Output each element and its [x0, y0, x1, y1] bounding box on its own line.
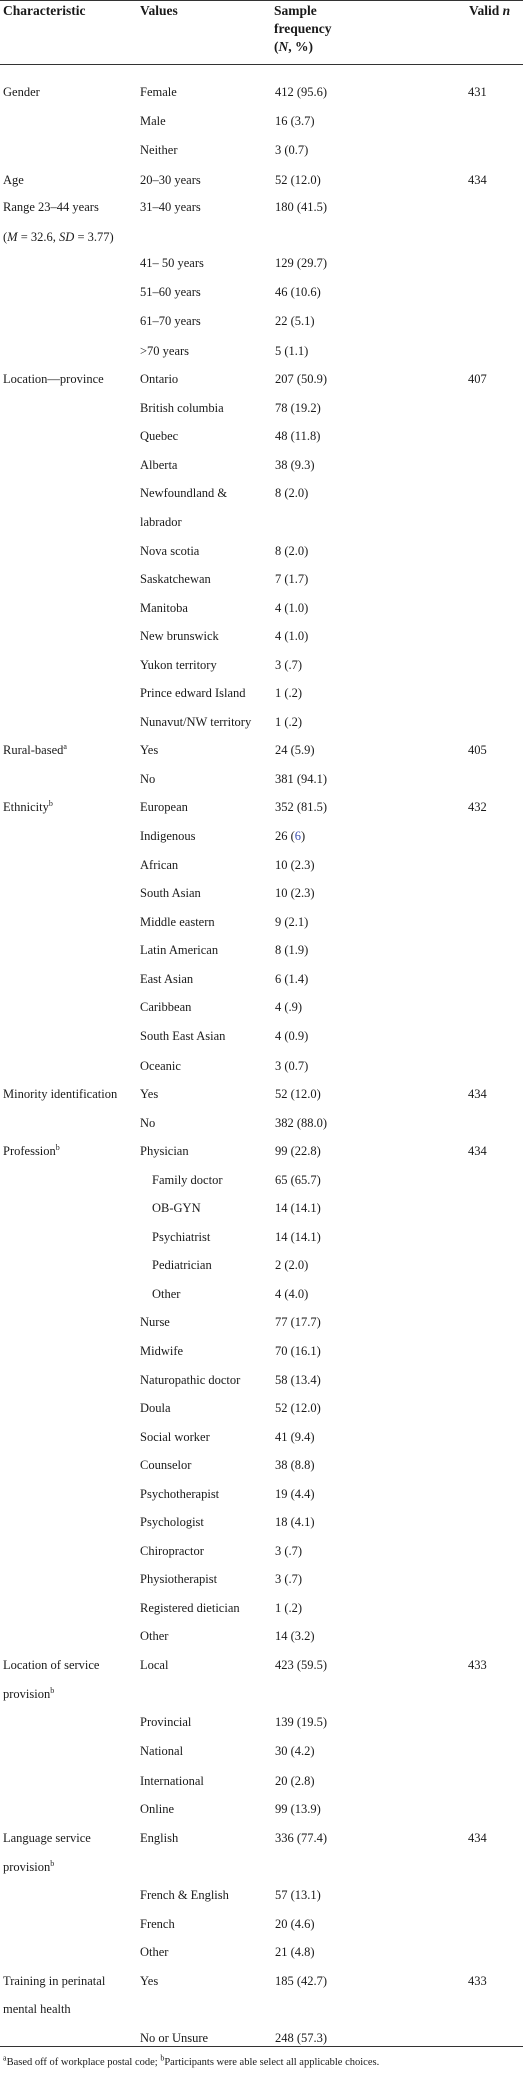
- frequency-cell: 18 (4.1): [275, 1515, 315, 1529]
- value-cell: No: [140, 772, 156, 786]
- value-cell: Counselor: [140, 1458, 192, 1472]
- value-cell: French: [140, 1917, 175, 1931]
- value-cell: Yes: [140, 1974, 159, 1988]
- frequency-cell: 4 (0.9): [275, 1029, 309, 1043]
- frequency-cell: 139 (19.5): [275, 1715, 328, 1729]
- header-sample-frequency-2: frequency: [274, 21, 332, 36]
- value-cell: Registered dietician: [140, 1601, 240, 1615]
- value-cell: European: [140, 800, 188, 814]
- header-values: Values: [140, 3, 178, 18]
- frequency-cell: 14 (14.1): [275, 1201, 321, 1215]
- valid-n-cell: 432: [468, 800, 487, 814]
- frequency-cell: 423 (59.5): [275, 1658, 328, 1672]
- characteristic-cell: Location—province: [3, 372, 104, 386]
- value-cell: Other: [140, 1629, 169, 1643]
- header-valid-n: Valid n: [469, 3, 511, 18]
- value-cell: Yes: [140, 743, 159, 757]
- characteristic-cell: Ethnicity$^b$: [3, 798, 53, 814]
- value-cell: Chiropractor: [140, 1544, 204, 1558]
- frequency-cell: 10 (2.3): [275, 858, 315, 872]
- value-cell: Nurse: [140, 1315, 170, 1329]
- frequency-cell: 4 (.9): [275, 1000, 303, 1014]
- characteristic-cell: Age: [3, 173, 24, 187]
- value-cell: Prince edward Island: [140, 686, 246, 700]
- header-characteristic: Characteristic: [3, 3, 86, 18]
- sub-value-cell: Family doctor: [152, 1173, 223, 1187]
- frequency-cell: 52 (12.0): [275, 1087, 321, 1101]
- value-cell: Female: [140, 85, 177, 99]
- frequency-cell: 57 (13.1): [275, 1888, 321, 1902]
- bottom-rule: [0, 2046, 523, 2047]
- value-cell: International: [140, 1774, 204, 1788]
- frequency-cell: 1 (.2): [275, 715, 303, 729]
- frequency-cell: 5 (1.1): [275, 344, 309, 358]
- value-cell: National: [140, 1744, 184, 1758]
- characteristic-cell: Gender: [3, 85, 40, 99]
- frequency-cell: 70 (16.1): [275, 1344, 321, 1358]
- frequency-cell: 65 (65.7): [275, 1173, 321, 1187]
- characteristic-cell: (M = 32.6, SD = 3.77): [3, 230, 114, 244]
- frequency-cell: 180 (41.5): [275, 200, 328, 214]
- frequency-cell: 8 (2.0): [275, 544, 309, 558]
- frequency-cell: 21 (4.8): [275, 1945, 315, 1959]
- value-cell: Nova scotia: [140, 544, 200, 558]
- frequency-cell: 4 (1.0): [275, 629, 309, 643]
- value-cell: Neither: [140, 143, 178, 157]
- valid-n-cell: 434: [468, 1144, 487, 1158]
- valid-n-cell: 434: [468, 1087, 487, 1101]
- frequency-cell: 24 (5.9): [275, 743, 315, 757]
- value-cell: Naturopathic doctor: [140, 1373, 241, 1387]
- frequency-cell: 38 (9.3): [275, 458, 315, 472]
- value-cell: No: [140, 1116, 156, 1130]
- value-cell: British columbia: [140, 401, 224, 415]
- valid-n-cell: 407: [468, 372, 487, 386]
- value-cell: Male: [140, 114, 166, 128]
- value-cell: New brunswick: [140, 629, 219, 643]
- value-cell: Social worker: [140, 1430, 210, 1444]
- characteristic-cell: Range 23–44 years: [3, 200, 99, 214]
- value-cell: Psychologist: [140, 1515, 204, 1529]
- frequency-cell: 7 (1.7): [275, 572, 309, 586]
- frequency-cell: 4 (4.0): [275, 1287, 309, 1301]
- value-cell: East Asian: [140, 972, 194, 986]
- frequency-cell: 99 (13.9): [275, 1802, 321, 1816]
- sub-value-cell: Other: [152, 1287, 181, 1301]
- characteristic-cell: Location of service: [3, 1658, 100, 1672]
- value-cell: 41– 50 years: [140, 256, 204, 270]
- frequency-cell: 352 (81.5): [275, 800, 328, 814]
- frequency-cell: 16 (3.7): [275, 114, 315, 128]
- frequency-cell: 129 (29.7): [275, 256, 328, 270]
- value-cell: South East Asian: [140, 1029, 226, 1043]
- frequency-cell: 38 (8.8): [275, 1458, 315, 1472]
- frequency-cell: 336 (77.4): [275, 1831, 328, 1845]
- frequency-cell: 14 (14.1): [275, 1230, 321, 1244]
- table-footnote: $^a$Based off of workplace postal code; $^b$Participants were able select all applicable choices.: [3, 2053, 380, 2068]
- frequency-cell: 2 (2.0): [275, 1258, 309, 1272]
- value-cell: Provincial: [140, 1715, 192, 1729]
- frequency-cell: 52 (12.0): [275, 1401, 321, 1415]
- valid-n-cell: 434: [468, 173, 487, 187]
- value-cell: >70 years: [140, 344, 190, 358]
- value-cell: Saskatchewan: [140, 572, 211, 586]
- header-sample-frequency-3: (N, %): [274, 39, 313, 54]
- characteristic-cell: Training in perinatal: [3, 1974, 106, 1988]
- value-cell: Psychotherapist: [140, 1487, 220, 1501]
- frequency-cell: 19 (4.4): [275, 1487, 315, 1501]
- frequency-cell: 20 (4.6): [275, 1917, 315, 1931]
- frequency-cell: 10 (2.3): [275, 886, 315, 900]
- value-cell: English: [140, 1831, 179, 1845]
- value-cell: South Asian: [140, 886, 201, 900]
- frequency-cell: 99 (22.8): [275, 1144, 321, 1158]
- value-cell: Quebec: [140, 429, 179, 443]
- frequency-cell: 1 (.2): [275, 686, 303, 700]
- value-cell: Nunavut/NW territory: [140, 715, 252, 729]
- value-cell: Caribbean: [140, 1000, 192, 1014]
- value-cell: labrador: [140, 515, 182, 529]
- value-cell: Yes: [140, 1087, 159, 1101]
- value-cell: Middle eastern: [140, 915, 215, 929]
- frequency-cell: 6 (1.4): [275, 972, 309, 986]
- value-cell: Newfoundland &: [140, 486, 228, 500]
- sub-value-cell: Psychiatrist: [152, 1230, 211, 1244]
- value-cell: No or Unsure: [140, 2031, 209, 2045]
- header-sample-frequency-1: Sample: [274, 3, 317, 18]
- characteristic-cell: Language service: [3, 1831, 91, 1845]
- frequency-cell: 4 (1.0): [275, 601, 309, 615]
- value-cell: Online: [140, 1802, 175, 1816]
- frequency-cell: 3 (.7): [275, 658, 303, 672]
- frequency-cell: 207 (50.9): [275, 372, 328, 386]
- frequency-cell: 185 (42.7): [275, 1974, 328, 1988]
- value-cell: Local: [140, 1658, 169, 1672]
- valid-n-cell: 431: [468, 85, 487, 99]
- valid-n-cell: 433: [468, 1658, 487, 1672]
- frequency-cell: 3 (.7): [275, 1572, 303, 1586]
- frequency-cell: 1 (.2): [275, 1601, 303, 1615]
- frequency-cell: 46 (10.6): [275, 285, 321, 299]
- frequency-cell: 77 (17.7): [275, 1315, 321, 1329]
- sub-value-cell: OB-GYN: [152, 1201, 201, 1215]
- value-cell: Ontario: [140, 372, 179, 386]
- value-cell: Alberta: [140, 458, 178, 472]
- frequency-cell: 382 (88.0): [275, 1116, 328, 1130]
- value-cell: Latin American: [140, 943, 219, 957]
- frequency-cell: 41 (9.4): [275, 1430, 315, 1444]
- value-cell: Doula: [140, 1401, 171, 1415]
- frequency-cell: 412 (95.6): [275, 85, 328, 99]
- valid-n-cell: 405: [468, 743, 487, 757]
- value-cell: 51–60 years: [140, 285, 201, 299]
- value-cell: African: [140, 858, 179, 872]
- characteristic-cell: Rural-based$^a$: [3, 741, 67, 757]
- frequency-cell: 9 (2.1): [275, 915, 309, 929]
- frequency-cell: 3 (.7): [275, 1544, 303, 1558]
- value-cell: Oceanic: [140, 1059, 181, 1073]
- frequency-cell: 14 (3.2): [275, 1629, 315, 1643]
- value-cell: 31–40 years: [140, 200, 201, 214]
- value-cell: 20–30 years: [140, 173, 201, 187]
- frequency-cell: 248 (57.3): [275, 2031, 328, 2045]
- value-cell: Physiotherapist: [140, 1572, 218, 1586]
- valid-n-cell: 434: [468, 1831, 487, 1845]
- valid-n-cell: 433: [468, 1974, 487, 1988]
- reference-link[interactable]: 6: [294, 829, 302, 843]
- characteristic-cell: provision$^b$: [3, 1685, 55, 1701]
- frequency-cell: 26 (6): [275, 829, 306, 843]
- value-cell: Yukon territory: [140, 658, 217, 672]
- value-cell: 61–70 years: [140, 314, 201, 328]
- frequency-cell: 48 (11.8): [275, 429, 321, 443]
- frequency-cell: 381 (94.1): [275, 772, 328, 786]
- frequency-cell: 52 (12.0): [275, 173, 321, 187]
- value-cell: Other: [140, 1945, 169, 1959]
- frequency-cell: 3 (0.7): [275, 1059, 309, 1073]
- value-cell: Indigenous: [140, 829, 196, 843]
- frequency-cell: 22 (5.1): [275, 314, 315, 328]
- sub-value-cell: Pediatrician: [152, 1258, 212, 1272]
- value-cell: French & English: [140, 1888, 229, 1902]
- frequency-cell: 78 (19.2): [275, 401, 321, 415]
- value-cell: Midwife: [140, 1344, 184, 1358]
- frequency-cell: 30 (4.2): [275, 1744, 315, 1758]
- frequency-cell: 58 (13.4): [275, 1373, 321, 1387]
- characteristic-cell: Minority identification: [3, 1087, 118, 1101]
- characteristic-cell: mental health: [3, 2002, 71, 2016]
- characteristic-cell: Profession$^b$: [3, 1142, 60, 1158]
- frequency-cell: 8 (2.0): [275, 486, 309, 500]
- frequency-cell: 20 (2.8): [275, 1774, 315, 1788]
- frequency-cell: 3 (0.7): [275, 143, 309, 157]
- characteristic-cell: provision$^b$: [3, 1858, 55, 1874]
- frequency-cell: 8 (1.9): [275, 943, 309, 957]
- value-cell: Manitoba: [140, 601, 188, 615]
- value-cell: Physician: [140, 1144, 189, 1158]
